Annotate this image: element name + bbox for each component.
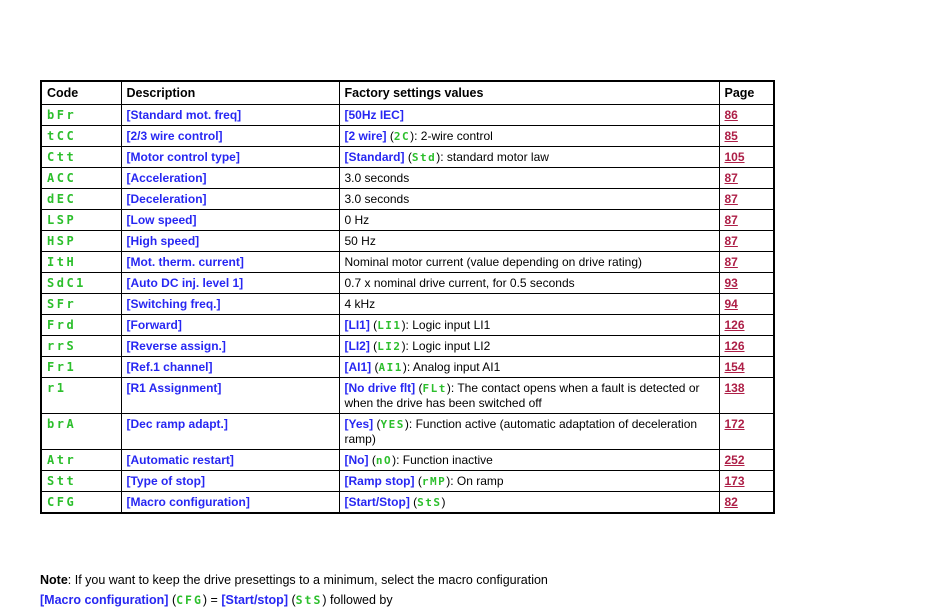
table-row [41, 294, 774, 315]
page-cell [719, 492, 774, 514]
parameter-code: SFr [41, 294, 121, 315]
plain-text: ): The contact opens when a fault is detected or when the drive has been switched off [344, 381, 700, 410]
plain-text: ( [168, 593, 177, 607]
plain-text: 3.0 seconds [344, 192, 410, 206]
factory-setting-value [339, 168, 719, 189]
table-row [41, 168, 774, 189]
factory-setting-value [339, 147, 719, 168]
page-link[interactable]: 87 [724, 213, 738, 227]
page-cell [719, 147, 774, 168]
display-code: rMP [421, 475, 447, 488]
parameter-code: bFr [41, 105, 121, 126]
page-cell [719, 378, 774, 414]
note-line-2 [40, 590, 770, 610]
parameter-code: ACC [41, 168, 121, 189]
display-code: YES [380, 418, 405, 431]
plain-text: ( [287, 593, 296, 607]
page-cell [719, 450, 774, 471]
table-row [41, 210, 774, 231]
label-text: [Start/Stop] [344, 495, 410, 509]
table-row [41, 414, 774, 450]
parameter-description: [Automatic restart] [121, 450, 339, 471]
parameter-description: [Forward] [121, 315, 339, 336]
plain-text: 4 kHz [344, 297, 376, 311]
parameter-description: [Mot. therm. current] [121, 252, 339, 273]
page-link[interactable]: 173 [724, 474, 745, 488]
parameter-description: [Deceleration] [121, 189, 339, 210]
parameter-code: ItH [41, 252, 121, 273]
page-link[interactable]: 87 [724, 255, 738, 269]
table-row [41, 273, 774, 294]
label-text: [50Hz IEC] [344, 108, 404, 122]
plain-text: ): Logic input LI2 [401, 339, 491, 353]
plain-text: ) followed by [322, 593, 393, 607]
plain-text: ): standard motor law [436, 150, 549, 164]
parameter-code: Frd [41, 315, 121, 336]
parameter-description: [Macro configuration] [121, 492, 339, 514]
note-line-1 [40, 570, 770, 590]
label-text: [No] [344, 453, 369, 467]
label-text: [LI2] [344, 339, 370, 353]
factory-setting-value [339, 294, 719, 315]
column-header-factory-settings-values: Factory settings values [339, 81, 719, 105]
page-cell [719, 252, 774, 273]
plain-text: ( [371, 360, 379, 374]
parameter-code: brA [41, 414, 121, 450]
display-code: FLt [422, 382, 447, 395]
parameter-description: [Type of stop] [121, 471, 339, 492]
parameter-description: [Motor control type] [121, 147, 339, 168]
factory-setting-value [339, 378, 719, 414]
page-link[interactable]: 94 [724, 297, 738, 311]
plain-text: ): On ramp [446, 474, 504, 488]
factory-setting-value [339, 471, 719, 492]
plain-text: ): Logic input LI1 [401, 318, 491, 332]
label-text: [LI1] [344, 318, 370, 332]
note [40, 570, 770, 610]
plain-text: ) = [202, 593, 222, 607]
page-cell [719, 315, 774, 336]
plain-text: ): 2-wire control [410, 129, 493, 143]
factory-setting-value [339, 315, 719, 336]
table-row [41, 105, 774, 126]
parameter-code: Ctt [41, 147, 121, 168]
display-code: 2C [393, 130, 411, 143]
page-link[interactable]: 87 [724, 192, 738, 206]
parameter-description: [High speed] [121, 231, 339, 252]
display-code: AI1 [378, 361, 403, 374]
page-cell [719, 414, 774, 450]
plain-text: 0.7 x nominal drive current, for 0.5 seconds [344, 276, 575, 290]
label-text: [Macro configuration] [40, 593, 169, 607]
page-link[interactable]: 126 [724, 318, 745, 332]
table-row [41, 336, 774, 357]
column-header-code: Code [41, 81, 121, 105]
parameter-code: HSP [41, 231, 121, 252]
parameter-code: Fr1 [41, 357, 121, 378]
table-row [41, 126, 774, 147]
plain-text: ): Analog input AI1 [402, 360, 501, 374]
factory-setting-value [339, 492, 719, 514]
table-row [41, 231, 774, 252]
parameters-table [40, 80, 775, 514]
parameter-code: Stt [41, 471, 121, 492]
display-code: StS [417, 496, 442, 509]
parameter-code: rrS [41, 336, 121, 357]
parameter-code: SdC1 [41, 273, 121, 294]
label-text: [Yes] [344, 417, 374, 431]
parameter-description: [2/3 wire control] [121, 126, 339, 147]
page-link[interactable]: 93 [724, 276, 738, 290]
factory-setting-value [339, 414, 719, 450]
plain-text: ( [368, 453, 376, 467]
page-link[interactable]: 172 [724, 417, 745, 431]
table-row [41, 189, 774, 210]
parameters-table-container [40, 80, 775, 514]
table-row [41, 315, 774, 336]
page-cell [719, 273, 774, 294]
page-link[interactable]: 85 [724, 129, 738, 143]
parameter-description: [Auto DC inj. level 1] [121, 273, 339, 294]
factory-setting-value [339, 252, 719, 273]
page-cell [719, 336, 774, 357]
parameter-description: [Ref.1 channel] [121, 357, 339, 378]
table-row [41, 450, 774, 471]
display-code: Std [411, 151, 437, 164]
plain-text: ( [369, 339, 378, 353]
plain-text: ) [441, 495, 446, 509]
factory-setting-value [339, 336, 719, 357]
label-text: [Start/stop] [221, 593, 288, 607]
page-cell [719, 471, 774, 492]
page-link[interactable]: 138 [724, 381, 745, 395]
table-row [41, 147, 774, 168]
page-cell [719, 126, 774, 147]
plain-text: 0 Hz [344, 213, 370, 227]
page-link[interactable]: 126 [724, 339, 745, 353]
page-link[interactable]: 87 [724, 171, 738, 185]
parameter-code: dEC [41, 189, 121, 210]
parameter-code: r1 [41, 378, 121, 414]
table-row [41, 252, 774, 273]
parameter-description: [Reverse assign.] [121, 336, 339, 357]
page-cell [719, 189, 774, 210]
plain-text: : If you want to keep the drive presettings to a minimum, select the macro configuration [67, 573, 548, 587]
bold-text: Note [40, 573, 68, 587]
display-code: nO [375, 454, 393, 467]
column-header-page: Page [719, 81, 774, 105]
column-header-description: Description [121, 81, 339, 105]
parameter-description: [Standard mot. freq] [121, 105, 339, 126]
factory-setting-value [339, 450, 719, 471]
plain-text: ( [386, 129, 394, 143]
factory-setting-value [339, 231, 719, 252]
plain-text: ( [409, 495, 418, 509]
factory-setting-value [339, 126, 719, 147]
label-text: [Standard] [344, 150, 405, 164]
display-code: LI1 [377, 319, 402, 332]
table-row [41, 471, 774, 492]
label-text: [2 wire] [344, 129, 387, 143]
page-link[interactable]: 105 [724, 150, 745, 164]
page-cell [719, 231, 774, 252]
plain-text: 50 Hz [344, 234, 376, 248]
parameter-description: [Switching freq.] [121, 294, 339, 315]
page-link[interactable]: 252 [724, 453, 745, 467]
plain-text: Nominal motor current (value depending on drive rating) [344, 255, 642, 269]
plain-text: ): Function inactive [392, 453, 493, 467]
table-row [41, 357, 774, 378]
parameter-description: [Low speed] [121, 210, 339, 231]
page-link[interactable]: 154 [724, 360, 745, 374]
page-link[interactable]: 87 [724, 234, 738, 248]
display-code: CFG [176, 593, 203, 607]
factory-setting-value [339, 357, 719, 378]
plain-text: ( [373, 417, 381, 431]
parameter-description: [Dec ramp adapt.] [121, 414, 339, 450]
page-cell [719, 210, 774, 231]
factory-setting-value [339, 210, 719, 231]
factory-setting-value [339, 105, 719, 126]
page-link[interactable]: 82 [724, 495, 738, 509]
factory-setting-value [339, 273, 719, 294]
table-header-row [41, 81, 774, 105]
parameter-description: [Acceleration] [121, 168, 339, 189]
plain-text: 3.0 seconds [344, 171, 410, 185]
plain-text: ( [404, 150, 412, 164]
parameter-code: Atr [41, 450, 121, 471]
table-row [41, 492, 774, 514]
plain-text: ): Function active (automatic adaptation of deceleration ramp) [344, 417, 698, 446]
page-cell [719, 105, 774, 126]
plain-text: ( [414, 474, 422, 488]
page-link[interactable]: 86 [724, 108, 738, 122]
plain-text: ( [369, 318, 378, 332]
page-cell [719, 357, 774, 378]
table-row [41, 378, 774, 414]
parameter-code: LSP [41, 210, 121, 231]
factory-setting-value [339, 189, 719, 210]
plain-text: ( [415, 381, 423, 395]
display-code: LI2 [377, 340, 402, 353]
parameter-code: tCC [41, 126, 121, 147]
parameter-code: CFG [41, 492, 121, 514]
label-text: [No drive flt] [344, 381, 416, 395]
page-cell [719, 294, 774, 315]
display-code: StS [295, 593, 323, 607]
label-text: [Ramp stop] [344, 474, 415, 488]
parameter-description: [R1 Assignment] [121, 378, 339, 414]
label-text: [AI1] [344, 360, 372, 374]
page-cell [719, 168, 774, 189]
